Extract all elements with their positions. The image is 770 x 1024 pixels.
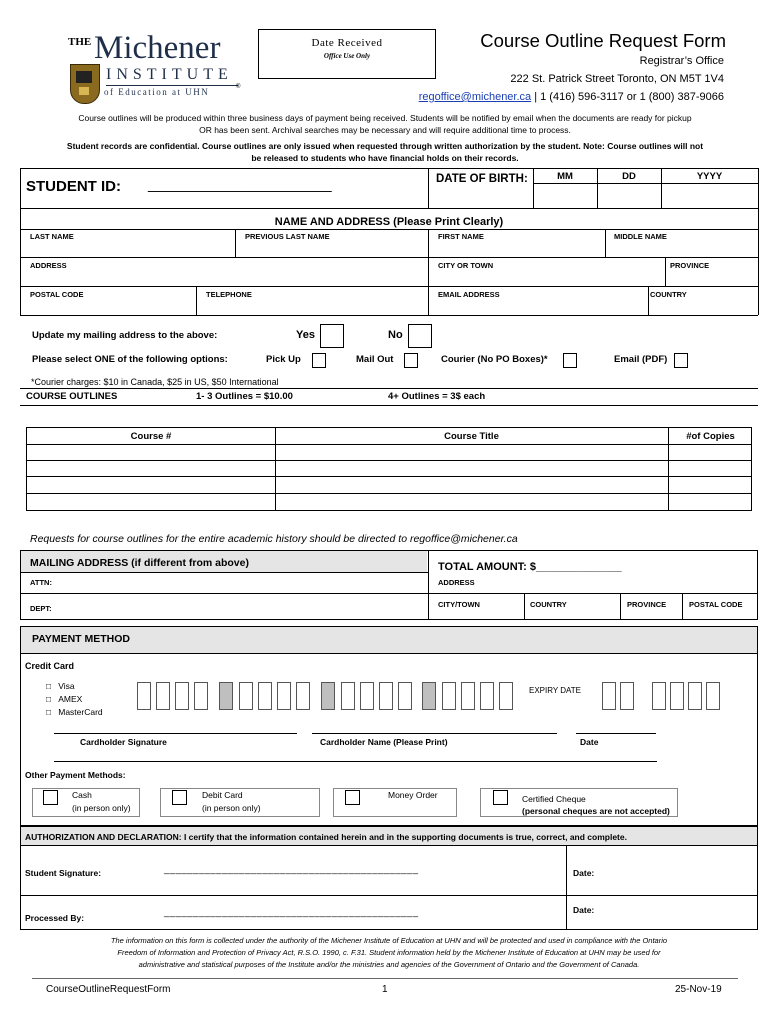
courier-note: *Courier charges: $10 in Canada, $25 in US, $50 International [31,377,279,387]
option-courier-checkbox[interactable] [563,353,577,368]
course-outlines-price-2: 4+ Outlines = 3$ each [388,391,486,402]
mailing-postal-field[interactable]: POSTAL CODE [689,600,743,609]
province-field[interactable]: PROVINCE [670,261,710,270]
intro-line-1: Course outlines will be produced within three business days of payment being received. Students will be notified by email when the documents are ready for pickup [78,113,692,123]
authorization-text: AUTHORIZATION AND DECLARATION: I certify that the information contained herein and in the supporting documents is true, correct, and complete. [25,832,627,842]
registrar-office: Registrar’s Office [639,55,724,67]
intro-line-3: Student records are confidential. Course outlines are only issued when requested through written authorization by the student. Note: Course outlines will not [66,141,704,151]
intro-line-2: OR has been sent. Archival searches may be necessary and will require additional time to process. [199,125,571,135]
update-yes-checkbox[interactable] [320,324,344,348]
card-visa-label: Visa [58,681,75,691]
option-courier-label: Courier (No PO Boxes)* [441,354,548,365]
previous-last-name-field[interactable]: PREVIOUS LAST NAME [245,232,330,241]
table-row[interactable] [27,461,752,476]
privacy-note-1: The information on this form is collected under the authority of the Michener Institute of Education at UHN and will be protected and used in compliance with the Ontario [110,936,668,945]
course-outlines-title: COURSE OUTLINES [26,391,118,402]
address-field[interactable]: ADDRESS [30,261,67,270]
office-phones: | 1 (416) 596-3117 or 1 (800) 387-9066 [531,91,724,103]
cash-checkbox[interactable] [43,790,58,805]
form-title: Course Outline Request Form [480,30,726,51]
checkbox-icon: □ [46,681,52,691]
money-order-checkbox[interactable] [345,790,360,805]
country-field[interactable]: COUNTRY [650,290,687,299]
payment-method-title: PAYMENT METHOD [32,633,131,645]
student-id-field[interactable]: ______________________ [148,176,332,193]
course-outlines-price-1: 1- 3 Outlines = $10.00 [196,391,293,402]
dob-label: DATE OF BIRTH: [436,173,528,185]
postal-code-field[interactable]: POSTAL CODE [30,290,84,299]
processed-date-label[interactable]: Date: [573,905,595,915]
first-name-field[interactable]: FIRST NAME [438,232,484,241]
money-order-label: Money Order [388,790,438,800]
city-field[interactable]: CITY OR TOWN [438,261,494,270]
card-option-mastercard[interactable] [46,707,103,717]
mailing-province-field[interactable]: PROVINCE [627,600,667,609]
cardholder-name-line[interactable] [312,733,557,734]
mailing-address-title: MAILING ADDRESS (if different from above) [30,557,249,569]
student-signature-field[interactable]: ____________________________________________ [164,864,419,875]
mailing-country-field[interactable]: COUNTRY [530,600,567,609]
cardholder-name-label: Cardholder Name (Please Print) [320,737,448,747]
footer-form-name: CourseOutlineRequestForm [46,984,171,995]
dob-mm-field[interactable] [534,184,596,207]
course-number-header: Course # [130,431,172,442]
course-table [26,427,752,511]
card-mastercard-label: MasterCard [58,707,103,717]
dob-yyyy-label: YYYY [696,171,723,182]
update-address-label: Update my mailing address to the above: [32,330,218,341]
michener-logo [64,30,244,106]
processed-by-label: Processed By: [25,913,85,923]
dob-dd-field[interactable] [598,184,660,207]
option-pickup-checkbox[interactable] [312,353,326,368]
student-id-label: STUDENT ID: [26,178,121,195]
mailing-dept-field[interactable]: DEPT: [30,604,52,613]
office-contact [419,91,724,103]
copies-header: #of Copies [686,431,735,442]
privacy-note-3: administrative and statistical purposes of the Institute and/or the ministries and agencies of the Government of Ontario and the Government of Canada. [138,960,640,969]
logo-name: Michener [94,30,221,66]
option-pickup-label: Pick Up [266,354,301,365]
email-address-field[interactable]: EMAIL ADDRESS [438,290,500,299]
cardholder-signature-label: Cardholder Signature [80,737,167,747]
mailing-attn-field[interactable]: ATTN: [30,578,52,587]
last-name-field[interactable]: LAST NAME [30,232,74,241]
privacy-note-2: Freedom of Information and Protection of Privacy Act, R.S.O. 1990, c. F.31. Student information held by the Michener Institute of Education at UHN may be used for [117,948,661,957]
option-email-label: Email (PDF) [614,354,668,365]
update-no-label: No [388,329,403,341]
table-row[interactable] [27,494,752,511]
credit-card-label: Credit Card [25,661,75,671]
card-option-amex[interactable] [46,694,82,704]
logo-subtitle: of Education at UHN [104,87,210,97]
debit-checkbox[interactable] [172,790,187,805]
logo-the: THE [68,36,92,48]
office-email-link[interactable]: regoffice@michener.ca [418,91,532,103]
mailing-city-field[interactable]: CITY/TOWN [438,600,480,609]
logo-institute: INSTITUTE [106,66,233,83]
dob-dd-label: DD [622,171,636,182]
processed-by-field[interactable]: ____________________________________________ [164,907,419,918]
options-label: Please select ONE of the following options: [32,354,228,365]
cash-label: Cash [72,790,92,800]
logo-registered: ® [236,84,241,90]
update-no-checkbox[interactable] [408,324,432,348]
other-payment-label: Other Payment Methods: [25,770,126,780]
update-yes-label: Yes [296,329,315,341]
footer-date: 25-Nov-19 [675,984,722,995]
option-mailout-checkbox[interactable] [404,353,418,368]
cash-note: (in person only) [72,803,131,813]
footer-page-number: 1 [382,984,388,995]
checkbox-icon: □ [46,694,52,704]
option-mailout-label: Mail Out [356,354,394,365]
telephone-field[interactable]: TELEPHONE [206,290,252,299]
table-row[interactable] [27,445,752,460]
card-amex-label: AMEX [58,694,83,704]
certified-cheque-label: Certified Cheque [522,794,586,804]
date-received-title: Date Received [311,37,383,49]
middle-name-field[interactable]: MIDDLE NAME [614,232,667,241]
certified-cheque-checkbox[interactable] [493,790,508,805]
student-date-label[interactable]: Date: [573,868,595,878]
certified-cheque-note: (personal cheques are not accepted) [522,806,670,816]
shield-icon [70,64,100,104]
date-received-box [258,29,436,79]
dob-yyyy-field[interactable] [662,184,757,207]
expiry-date-label: EXPIRY DATE [529,686,582,695]
table-row[interactable] [27,477,752,493]
academic-history-note: Requests for course outlines for the entire academic history should be directed to regoffice@michener.ca [30,533,518,545]
debit-label: Debit Card [202,790,243,800]
office-address: 222 St. Patrick Street Toronto, ON M5T 1V4 [510,73,724,85]
dob-mm-label: MM [557,171,573,182]
card-option-visa[interactable] [46,681,75,691]
office-use-only: Office Use Only [323,52,371,60]
intro-line-4: be released to students who have financial holds on their records. [251,153,519,163]
name-address-title: NAME AND ADDRESS (Please Print Clearly) [274,216,504,228]
card-date-label: Date [580,737,599,747]
student-signature-label: Student Signature: [25,868,102,878]
cardholder-signature-line[interactable] [54,733,297,734]
mailing-address-field[interactable]: ADDRESS [438,578,475,587]
total-amount[interactable]: TOTAL AMOUNT: $______________ [438,561,622,573]
card-date-line[interactable] [576,733,656,734]
debit-note: (in person only) [202,803,261,813]
course-title-header: Course Title [444,431,499,442]
checkbox-icon: □ [46,707,52,717]
option-email-checkbox[interactable] [674,353,688,368]
